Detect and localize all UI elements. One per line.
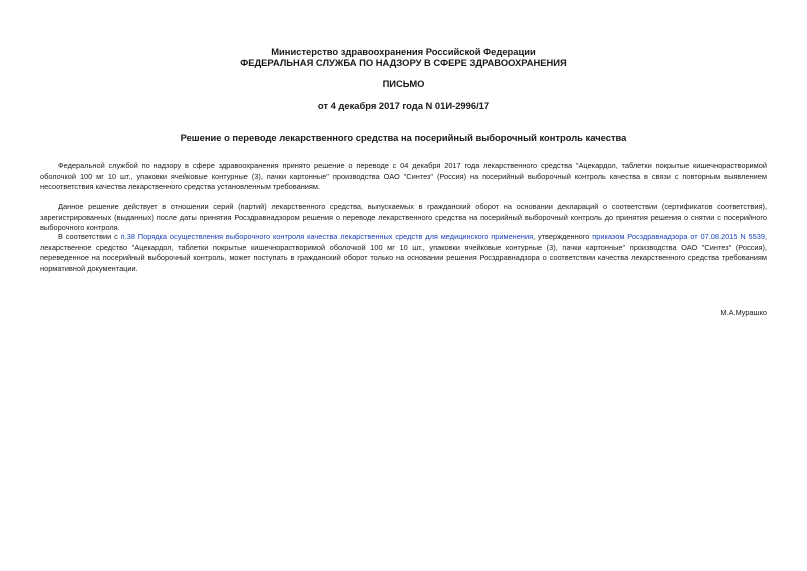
paragraph-3	[40, 232, 767, 274]
service-name: ФЕДЕРАЛЬНАЯ СЛУЖБА ПО НАДЗОРУ В СФЕРЕ ЗДРАВООХРАНЕНИЯ	[240, 57, 567, 68]
signature: М.А.Мурашко	[720, 308, 767, 317]
paragraph-3-text-mid: , утвержденного	[533, 232, 593, 241]
document-subject: Решение о переводе лекарственного средства на посерийный выборочный контроль качества	[180, 132, 627, 143]
ministry-name: Министерство здравоохранения Российской Федерации	[271, 46, 536, 57]
paragraph-3-text-end: , лекарственное средство "Ацекардол, таблетки покрытые кишечнорастворимой оболочкой 100 мг 10 шт., упаковки ячейковые контурные (3), пачки картонные" производства ОАО "Синтез" (Россия), переведенное на посерийный выборочный контроль, может поступать в гражданский оборот только на основании решения Росздравнадзора о соответствии качества лекарственного средства требованиям нормативной документации.	[40, 232, 768, 273]
document-number: от 4 декабря 2017 года N 01И-2996/17	[317, 100, 490, 111]
order-clause-link[interactable]: п.38 Порядка осуществления выборочного контроля качества лекарственных средств для медицинского применения	[120, 232, 534, 241]
order-reference-link[interactable]: приказом Росздравнадзора от 07.08.2015 N 5539	[592, 232, 765, 241]
paragraph-2: Данное решение действует в отношении серий (партий) лекарственного средства, выпускаемых в гражданский оборот на основании деклараций о соответствии (сертификатов соответствия), зарегистрированных (выданных) после даты принятия Росздравнадзором решения о переводе лекарственного средства на посерийный выборочный контроль до принятия решения о снятии с посерийного выборочного контроля.	[40, 202, 767, 233]
document-type: ПИСЬМО	[382, 78, 425, 89]
paragraph-3-text-start: В соответствии с	[58, 232, 121, 241]
paragraph-1: Федеральной службой по надзору в сфере здравоохранения принято решение о переводе с 04 декабря 2017 года лекарственного средства "Ацекардол, таблетки покрытые кишечнорастворимой оболочкой 100 мг 10 шт., упаковки ячейковые контурные (3), пачки картонные" производства ОАО "Синтез" (Россия) на посерийный выборочный контроль качества в связи с повторным выявлением несоответствия качества лекарственного средства установленным требованиям.	[40, 161, 767, 192]
